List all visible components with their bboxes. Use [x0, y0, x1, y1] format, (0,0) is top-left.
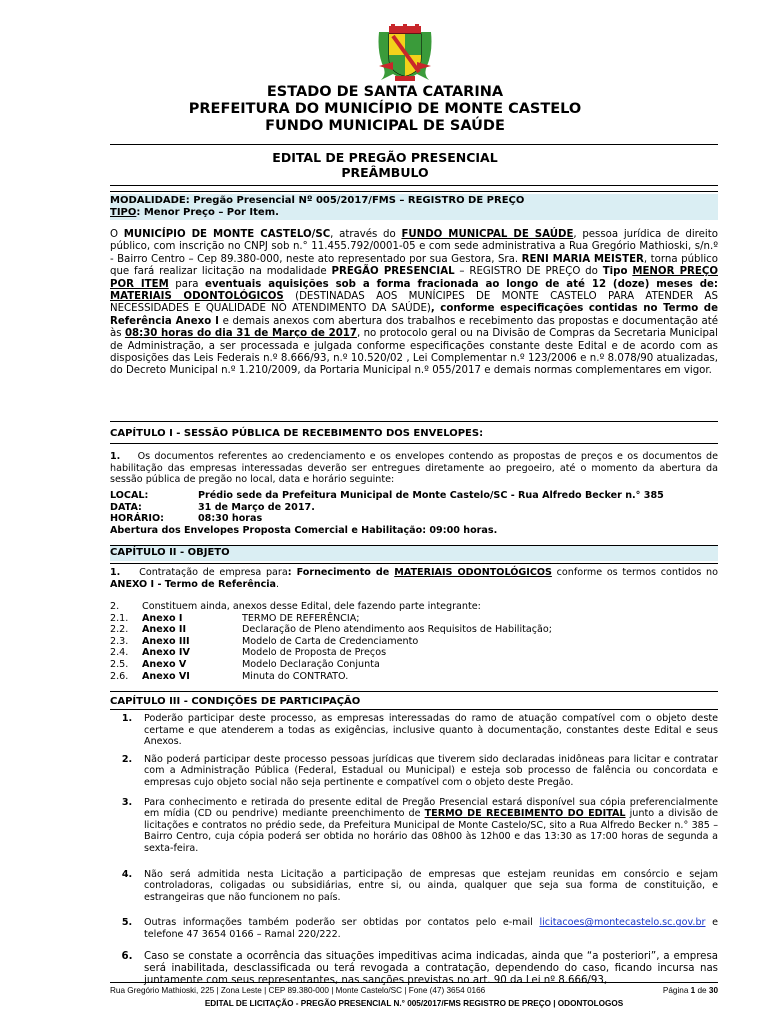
municipio-name: MUNICÍPIO DE MONTE CASTELO/SC [123, 229, 331, 240]
item-number: 2. [121, 753, 133, 765]
text: : Fornecimento de [287, 567, 395, 578]
divider [110, 421, 718, 422]
preambulo-paragraph [110, 229, 718, 378]
fundo-title: FUNDO MUNICIPAL DE SAÚDE [265, 118, 505, 134]
annex-desc: Modelo de Proposta de Preços [242, 647, 387, 659]
objeto-name: MATERIAIS ODONTOLÓGICOS [110, 291, 284, 303]
page-current: 1 [690, 986, 696, 995]
divider [110, 545, 718, 546]
item-number: 4. [121, 868, 133, 880]
annex-name: Anexo I [142, 612, 183, 624]
cap1-title: CAPÍTULO I - SESSÃO PÚBLICA DE RECEBIMENTO DOS ENVELOPES: [110, 428, 484, 439]
annex-number: 2.5. [110, 658, 129, 670]
footer-address [110, 985, 718, 997]
item-number: 2. [110, 601, 120, 612]
annex-list [110, 613, 718, 683]
text: junto a divisão de licitações e contratos no prédio sede, da Prefeitura Municipal de Monte Castelo/SC, sito a Rua Alfredo Becker n.° 385 – Bairro Centro, cuja cópia poderá ser obtida no horário das 08h00 às 12h00 e das 13:30 as 17:00 horas de segunda a sexta-feira. [144, 808, 719, 854]
coat-of-arms-icon [373, 22, 437, 86]
divider [110, 185, 718, 186]
text: Não será admitida nesta Licitação a participação de empresas que estejam reunidas em consórcio e sejam controladoras, coligadas ou subsidiárias, entre si, ou ainda, qualquer que seja sua forma de constituição, e estrangeiras que não funcionem no país. [144, 868, 718, 903]
tipo-line [110, 207, 718, 219]
text: , torna público que fará realizar licitação na modalidade [110, 253, 718, 278]
annex-desc: Declaração de Pleno atendimento aos Requisitos de Habilitação; [242, 624, 553, 636]
fundo-name: FUNDO MUNICPAL DE SAÚDE [401, 229, 574, 240]
annex-desc: TERMO DE REFERÊNCIA; [242, 612, 360, 624]
tipo-label: TIPO [110, 207, 137, 218]
text: conforme os termos contidos no [551, 567, 718, 578]
divider [110, 691, 718, 692]
list-item [110, 797, 718, 855]
text: Para conhecimento e retirada do presente edital de Pregão Presencial estará disponível sua cópia preferencialmente em mídia (CD ou pendrive) mediante preenchimento de [144, 796, 718, 820]
item-number: 1. [110, 567, 121, 578]
termo-recebimento: TERMO DE RECEBIMENTO DO EDITAL [424, 808, 626, 820]
modalidade-line: MODALIDADE: Pregão Presencial Nº 005/2017/FMS – REGISTRO DE PREÇO [110, 195, 525, 206]
annex-desc: Modelo de Carta de Credenciamento [242, 635, 419, 647]
item-number: 3. [121, 796, 133, 808]
data-value: 31 de Março de 2017. [198, 501, 315, 513]
list-item [110, 917, 718, 940]
tipo-label: Tipo [602, 266, 628, 278]
divider [110, 144, 718, 145]
cap3-list [110, 713, 718, 987]
address-text: Rua Gregório Mathioski, 225 | Zona Leste | CEP 89.380-000 | Monte Castelo/SC | Fone (47) 3654 0166 [110, 986, 486, 995]
local-value: Prédio sede da Prefeitura Municipal de Monte Castelo/SC - Rua Alfredo Becker n.° 385 [198, 490, 664, 501]
text: (DESTINADAS AOS MUNÍCIPES DE MONTE CASTELO PARA ATENDER AS NECESSIDADES E QUALIDADE NO ATENDIMENTO DA SAÚDE) [110, 291, 718, 315]
annex-number: 2.1. [110, 612, 129, 624]
page-total: 30 [708, 986, 718, 995]
text: , pessoa jurídica de direito público, com inscrição no CNPJ sob n.° 11.455.792/0001-05 e com sede administrativa a Rua Gregório Mathioski, s/n.º - Bairro Centro – Cep 89.380-000, neste ato representado por sua Gestora, Sra. [110, 229, 718, 265]
email-link[interactable]: licitacoes@montecastelo.sc.gov.br [539, 917, 706, 929]
text: Caso se constate a ocorrência das situações impeditivas acima indicadas, ainda que “a posteriori”, a empresa será inabilitada, desclassificada ou terá revogada a contratação, dependendo do caso, ficando incursa nas juntamente com seus representantes, nas sanções previstas no art. 90 da Lei nº 8.666/93, [144, 950, 718, 986]
cap1-details [110, 490, 718, 536]
data-label: DATA: [110, 501, 142, 513]
annex-name: Anexo V [142, 658, 187, 670]
annex-desc: Modelo Declaração Conjunta [242, 658, 380, 670]
text: Poderão participar deste processo, as empresas interessadas do ramo de atuação compatível com o objeto deste certame e que atenderem a todas as exigências, inclusive quanto à documentação, constantes deste Edital e seus Anexos. [144, 713, 718, 748]
divider [110, 443, 718, 444]
annex-number: 2.2. [110, 624, 129, 636]
divider [110, 563, 718, 564]
horario-value: 08:30 horas [198, 513, 263, 525]
footer-divider [110, 982, 718, 983]
objeto-name: MATERIAIS ODONTOLÓGICOS [394, 567, 552, 578]
list-item [110, 713, 718, 748]
text: – REGISTRO DE PREÇO do [454, 266, 603, 278]
annex-name: Anexo III [142, 635, 190, 647]
modalidade-box [110, 194, 718, 220]
text: , no protocolo geral ou na Divisão de Compras da Secretaria Municipal de Administração, a ser processada e julgada conforme especificações constante deste Edital e de acordo com as disposições das Leis Federais n.º 8.666/93, n.º 10.520/02 , Lei Complementar n.º 123/2006 e n.º 8.078/90 atualizadas, do Decreto Municipal n.º 1.210/2009, da Portaria Municipal n.º 055/2017 e demais normas complementares em vigor. [110, 328, 718, 377]
state-title: ESTADO DE SANTA CATARINA [266, 84, 504, 100]
prefeitura-title: PREFEITURA DO MUNICÍPIO DE MONTE CASTELO [188, 101, 582, 117]
list-item [110, 754, 718, 789]
anexo-ref: ANEXO I - Termo de Referência [110, 578, 277, 590]
annex-row [110, 671, 718, 683]
cap2-title: CAPÍTULO II - OBJETO [110, 547, 230, 558]
horario-label: HORÁRIO: [110, 513, 164, 525]
text: Os documentos referentes ao credenciamento e os envelopes contendo as propostas de preços e os documentos de habilitação das empresas interessadas deverão ser entregues diretamente ao pregoeiro, até o momento da abertura da sessão pública de pregão no local, data e horário seguinte: [110, 451, 718, 486]
divider [110, 709, 718, 710]
text: Contratação de empresa para [139, 567, 288, 578]
page-number [663, 985, 718, 997]
footer-doc: EDITAL DE LICITAÇÃO - PREGÃO PRESENCIAL N.° 005/2017/FMS REGISTRO DE PREÇO | ODONTOLOGOS [204, 999, 624, 1008]
text: e demais anexos com abertura dos trabalhos e recebimento das propostas e documentação até às [110, 315, 719, 340]
aquisicoes-text: eventuais aquisições sob a forma fracionada ao longo de até 12 (doze) meses de: [205, 278, 719, 290]
termo-text: , conforme especificações contidas no Termo de Referência Anexo I [110, 303, 718, 327]
modalidade-name: PREGÃO PRESENCIAL [331, 266, 455, 278]
text: e telefone 47 3654 0166 – Ramal 220/222. [144, 917, 719, 940]
tipo-value: : Menor Preço – Por Item. [136, 207, 279, 218]
cap2-item1 [110, 567, 718, 590]
text: Constituem ainda, anexos desse Edital, dele fazendo parte integrante: [142, 601, 481, 612]
annex-number: 2.4. [110, 647, 129, 659]
annex-row [110, 624, 718, 636]
page-of: de [695, 986, 709, 995]
gestora-name: RENI MARIA MEISTER [521, 253, 644, 265]
annex-name: Anexo IV [142, 647, 190, 659]
item-number: 5. [121, 917, 133, 929]
divider [110, 191, 718, 192]
annex-number: 2.6. [110, 670, 129, 682]
annex-row [110, 613, 718, 625]
annex-row [110, 636, 718, 648]
page-label: Página [662, 986, 691, 995]
tipo-value: MENOR PREÇO POR ITEM [110, 266, 718, 290]
annex-name: Anexo VI [142, 670, 190, 682]
cap3-title: CAPÍTULO III - CONDIÇÕES DE PARTICIPAÇÃO [110, 696, 361, 707]
item-number: 1. [121, 713, 133, 724]
text: . [276, 578, 280, 590]
abertura-line: Abertura dos Envelopes Proposta Comercial e Habilitação: 09:00 horas. [110, 524, 498, 536]
annex-row [110, 659, 718, 671]
local-label: LOCAL: [110, 490, 149, 501]
annex-number: 2.3. [110, 635, 129, 647]
text: para [168, 278, 206, 290]
annex-desc: Minuta do CONTRATO. [242, 670, 349, 682]
text: O [110, 229, 124, 240]
abertura-datetime: 08:30 horas do dia 31 de Março de 2017 [124, 328, 357, 340]
cap1-paragraph [110, 451, 718, 486]
list-item [110, 869, 718, 904]
item-number: 1. [110, 451, 121, 462]
annex-row [110, 647, 718, 659]
edital-title: EDITAL DE PREGÃO PRESENCIAL [272, 150, 498, 165]
text: , através do [330, 229, 402, 240]
preambulo-title: PREÂMBULO [341, 165, 429, 180]
text: Não poderá participar deste processo pessoas jurídicas que tiverem sido declaradas inidôneas para licitar e contratar com a Administração Pública (Federal, Estadual ou Municipal) e esteja sob processo de falência ou concordata e empresas cujo objeto social não seja pertinente e compatível com o objeto deste Pregão. [144, 753, 718, 788]
item-number: 6. [121, 950, 133, 962]
text: Outras informações também poderão ser obtidas por contatos pelo e-mail [144, 917, 540, 929]
annex-name: Anexo II [142, 624, 187, 636]
cap2-item2 [110, 601, 718, 682]
